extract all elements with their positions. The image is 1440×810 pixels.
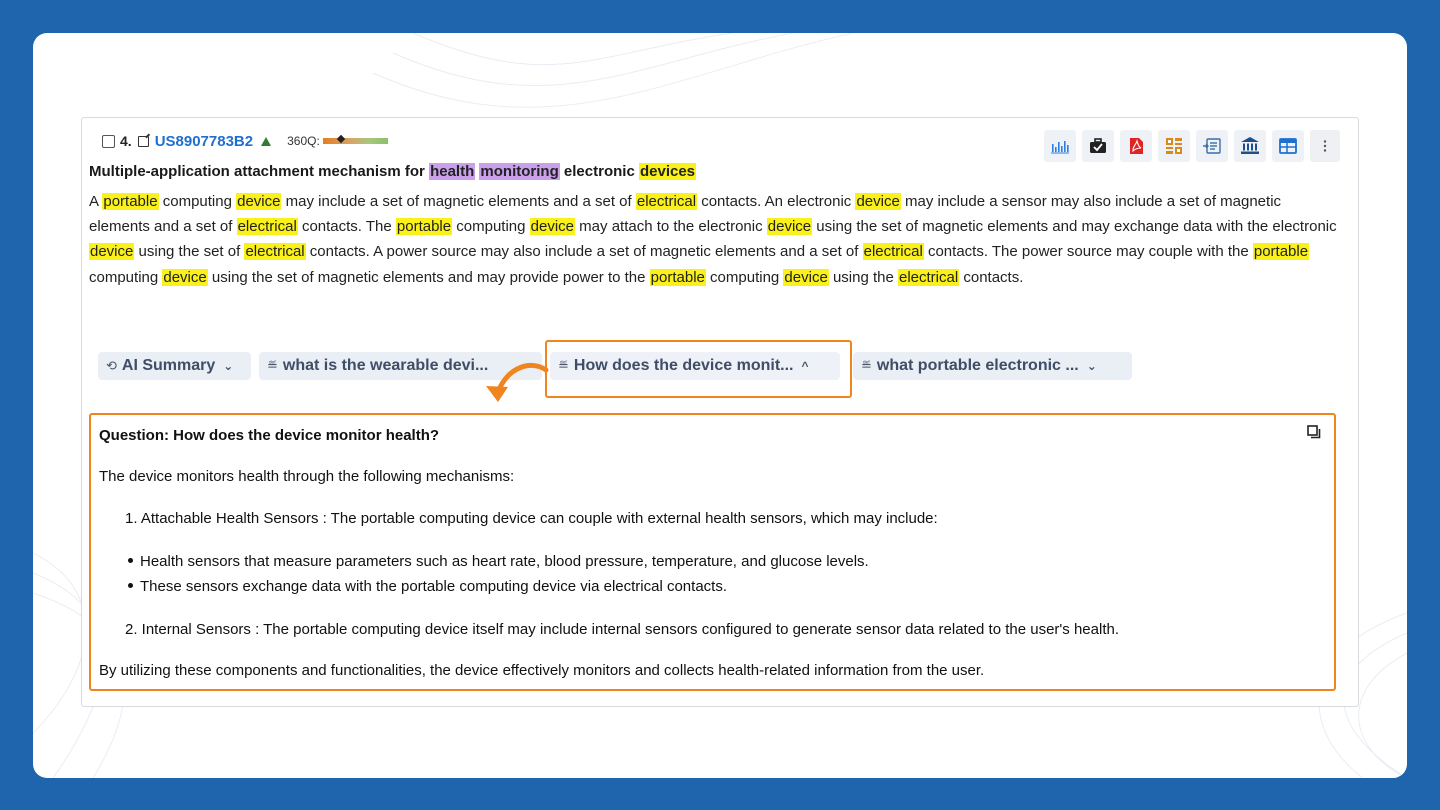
bullet-icon <box>128 583 133 588</box>
abstract-text: computing <box>89 268 163 286</box>
tab-label: AI Summary <box>121 357 216 374</box>
abstract-text: using the set of magnetic elements and may exchange data with the electronic <box>812 218 1337 236</box>
abstract-text: may attach to the electronic <box>575 218 767 236</box>
chat-icon: ≝ <box>267 358 278 373</box>
bank-icon[interactable] <box>1234 130 1266 162</box>
keyword-highlight: portable <box>103 193 158 210</box>
copy-icon[interactable] <box>1307 425 1321 439</box>
title-prefix: Multiple-application attachment mechanism for <box>89 163 425 180</box>
answer-item: 1. Attachable Health Sensors : The portable computing device can couple with external health sensors, which may include: <box>125 510 938 527</box>
more-icon[interactable] <box>1310 130 1340 162</box>
bullet-icon <box>128 558 133 563</box>
keyword-highlight: device <box>90 243 134 261</box>
abstract-text: using the set of magnetic elements and may provide power to the <box>207 268 650 286</box>
answer-panel <box>89 413 1336 691</box>
result-index: 4. <box>120 133 132 149</box>
answer-question: Question: How does the device monitor health? <box>99 427 440 444</box>
abstract-text: computing <box>705 268 784 286</box>
keyword-highlight: electrical <box>636 193 697 210</box>
keyword-highlight: device <box>784 268 828 286</box>
keyword-highlight: portable <box>650 268 705 286</box>
abstract-text: computing <box>452 218 530 236</box>
abstract-text: using the <box>828 268 898 286</box>
answer-outro: By utilizing these components and functionalities, the device effectively monitors and collects health-related information from the user. <box>99 662 985 679</box>
title-highlight: health <box>430 163 475 180</box>
abstract-text: contacts. The <box>297 218 396 236</box>
keyword-highlight: portable <box>396 218 452 236</box>
title-word: electronic <box>563 163 635 180</box>
keyword-highlight: device <box>856 193 900 210</box>
status-triangle-icon <box>261 137 271 146</box>
answer-bullet <box>128 578 727 595</box>
keyword-highlight: electrical <box>863 243 923 261</box>
keyword-highlight: device <box>530 218 575 236</box>
bullet-text: These sensors exchange data with the portable computing device via electrical contacts. <box>140 578 727 595</box>
abstract-text: contacts. <box>959 268 1024 286</box>
bullet-text: Health sensors that measure parameters such as heart rate, blood pressure, temperature, and glucose levels. <box>140 553 869 570</box>
chevron-down-icon: ⌄ <box>1086 359 1097 373</box>
content-frame <box>33 33 1407 778</box>
result-toolbar <box>1044 130 1340 162</box>
briefcase-icon[interactable] <box>1082 130 1114 162</box>
patent-number-link[interactable]: US8907783B2 <box>154 132 254 150</box>
tab-label: How does the device monit... <box>573 357 794 374</box>
keyword-highlight: electrical <box>237 218 297 236</box>
answer-bullet <box>128 553 869 570</box>
tab-label: what is the wearable devi... <box>282 357 489 374</box>
abstract-text: using the set of <box>134 243 245 261</box>
keyword-highlight: portable <box>1253 243 1309 261</box>
answer-intro: The device monitors health through the following mechanisms: <box>99 468 515 485</box>
family-icon[interactable] <box>1158 130 1190 162</box>
ai-icon: ⟲ <box>106 358 117 373</box>
result-header <box>102 132 388 150</box>
keyword-highlight: device <box>237 193 281 210</box>
answer-item: 2. Internal Sensors : The portable computing device itself may include internal sensors configured to generate sensor data related to the user's health. <box>125 621 1119 638</box>
abstract-text: computing <box>158 193 237 210</box>
keyword-highlight: device <box>767 218 812 236</box>
pdf-icon[interactable] <box>1120 130 1152 162</box>
chat-icon: ≝ <box>558 358 569 373</box>
active-tab-highlight <box>545 340 852 398</box>
abstract-text: may include a sensor may also include a set of magnetic elements and a set of <box>89 193 1282 236</box>
patent-result-card <box>81 117 1359 707</box>
keyword-highlight: device <box>163 268 207 286</box>
chart-icon[interactable] <box>1044 130 1076 162</box>
patent-title <box>89 163 696 180</box>
chevron-up-icon: ^ <box>801 359 809 373</box>
external-link-icon[interactable] <box>138 136 149 147</box>
keyword-highlight: electrical <box>899 268 959 286</box>
tab-label: what portable electronic ... <box>876 357 1079 374</box>
quality-label: 360Q: <box>287 134 320 148</box>
abstract-text: may include a set of magnetic elements and a set of <box>281 193 636 210</box>
abstract-text: contacts. An electronic <box>697 193 856 210</box>
chevron-down-icon: ⌄ <box>223 359 234 373</box>
title-highlight: monitoring <box>480 163 559 180</box>
keyword-highlight: electrical <box>245 243 305 261</box>
quality-score-bar <box>323 138 388 144</box>
table-icon[interactable] <box>1272 130 1304 162</box>
title-highlight: devices <box>639 163 696 180</box>
claims-icon[interactable] <box>1196 130 1228 162</box>
tab-question-3[interactable] <box>853 352 1132 380</box>
abstract-text: contacts. A power source may also include a set of magnetic elements and a set of <box>305 243 863 261</box>
patent-abstract <box>89 189 1344 290</box>
chat-icon: ≝ <box>861 358 872 373</box>
tab-ai-summary[interactable] <box>98 352 251 380</box>
abstract-text: contacts. The power source may couple with the <box>923 243 1253 261</box>
abstract-text: A <box>89 193 103 210</box>
select-checkbox[interactable] <box>102 135 115 148</box>
quality-score-marker <box>337 135 345 143</box>
